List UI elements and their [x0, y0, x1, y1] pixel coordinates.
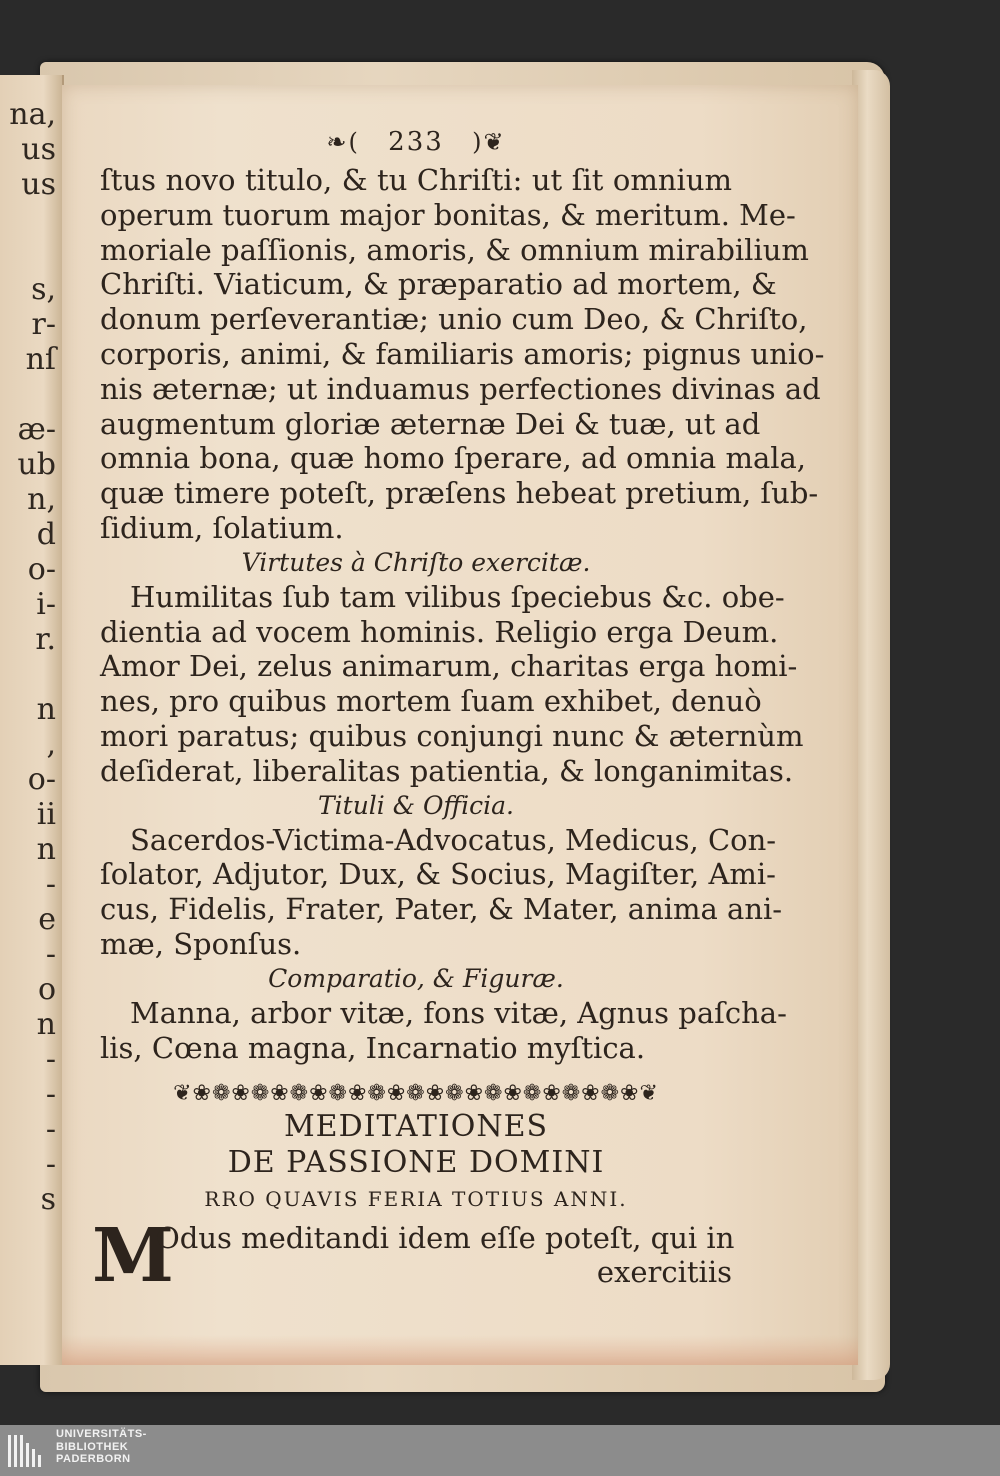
paragraph-4	[100, 995, 787, 1066]
left-page-fragment: d	[36, 517, 56, 552]
left-page-fragment: -	[45, 867, 56, 902]
text-line: nes, pro quibus mortem ſuam exhibet, denuò	[100, 684, 762, 719]
header-ornament-left: ❧(	[326, 128, 360, 156]
left-page-fragment: na,	[9, 97, 56, 132]
left-page-fragment: n	[36, 832, 56, 867]
left-page-fragment: -	[45, 1147, 56, 1182]
left-page-fragment: s	[40, 1182, 56, 1217]
left-page-fragment: i-	[36, 587, 56, 622]
page-text	[92, 127, 825, 1301]
subheading-comparatio: Comparatio, & Figuræ.	[268, 963, 564, 993]
subheading-tituli: Tituli & Officia.	[317, 790, 514, 820]
left-page-fragment: o-	[27, 552, 56, 587]
left-page-sliver	[0, 75, 64, 1365]
paragraph-1	[100, 163, 825, 546]
paragraph-3	[100, 822, 783, 962]
section-caption: RRO QUAVIS FERIA TOTIUS ANNI.	[204, 1187, 628, 1212]
text-line: lis, Cœna magna, Incarnatio myſtica.	[100, 1030, 646, 1065]
left-page-fragment: -	[45, 1112, 56, 1147]
text-line: Odus meditandi idem eſſe poteſt, qui in	[156, 1221, 735, 1256]
paragraph-2	[100, 579, 804, 789]
text-line: moriale paſſionis, amoris, & omnium mirabilium	[100, 232, 809, 267]
library-name-line: BIBLIOTHEK	[56, 1440, 129, 1453]
text-line: Humilitas ſub tam vilibus ſpeciebus &c. obe-	[130, 579, 785, 614]
left-page-fragment: -	[45, 937, 56, 972]
left-page-fragment: us	[21, 132, 56, 167]
page-edge-stain	[62, 1335, 858, 1365]
left-page-fragment: n	[36, 1007, 56, 1042]
subheading-virtutes: Virtutes à Chriſto exercitæ.	[241, 547, 591, 577]
book-page	[62, 85, 858, 1365]
header-ornament-right: )❦	[472, 128, 506, 156]
text-line: ſtus novo titulo, & tu Chriſti: ut ſit omnium	[100, 163, 732, 197]
text-line: Sacerdos-Victima-Advocatus, Medicus, Con-	[130, 822, 777, 857]
library-name-line: UNIVERSITÄTS-	[56, 1428, 147, 1440]
library-name-line: PADERBORN	[56, 1453, 131, 1465]
left-page-fragment: o	[37, 972, 56, 1007]
left-page-fragment: s,	[31, 272, 56, 307]
text-line: Chriſti. Viaticum, & præparatio ad mortem, &	[100, 267, 777, 302]
library-logo-icon	[4, 1429, 48, 1473]
text-line: nis æternæ; ut induamus perfectiones divinas ad	[100, 371, 821, 406]
text-line: corporis, animi, & familiaris amoris; pignus unio-	[100, 336, 825, 371]
left-page-fragment: us	[21, 167, 56, 202]
left-page-fragment: -	[45, 1042, 56, 1077]
text-line: deſiderat, liberalitas patientia, & longanimitas.	[100, 753, 794, 788]
final-paragraph	[92, 1213, 735, 1301]
text-line: Manna, arbor vitæ, fons vitæ, Agnus paſcha-	[130, 995, 787, 1030]
page-number: 233	[388, 127, 444, 157]
text-line: ſolator, Adjutor, Dux, & Socius, Magiſter, Ami-	[100, 857, 776, 892]
catchword: exercitiis	[596, 1255, 732, 1290]
left-page-fragment: ub	[17, 447, 56, 482]
left-page-fragment: e	[38, 902, 56, 937]
left-page-fragment: ii	[36, 797, 56, 832]
left-page-fragment: n,	[27, 482, 56, 517]
text-line: mæ, Sponſus.	[100, 926, 302, 961]
text-line: operum tuorum major bonitas, & meritum. Me-	[100, 197, 796, 232]
text-line: augmentum gloriæ æternæ Dei & tuæ, ut ad	[100, 406, 761, 441]
left-page-fragment: nſ	[25, 342, 56, 377]
section-title: MEDITATIONES	[283, 1109, 549, 1145]
left-page-fragment: n	[36, 692, 56, 727]
left-page-fragment: -	[45, 1077, 56, 1112]
page-header	[100, 127, 732, 157]
library-name	[56, 1428, 147, 1466]
text-line: dientia ad vocem hominis. Religio erga Deum.	[100, 614, 779, 649]
text-line: mori paratus; quibus conjungi nunc & æternùm	[100, 718, 804, 753]
text-line: omnia bona, quæ homo ſperare, ad omnia mala,	[100, 441, 807, 476]
left-page-fragment: r-	[31, 307, 56, 342]
text-line: quæ timere poteſt, præſens hebeat pretium, ſub-	[100, 476, 819, 511]
left-page-fragment: o-	[27, 762, 56, 797]
text-line: ſidium, ſolatium.	[100, 510, 344, 545]
ornamental-divider: ❦❀❁❀❁❀❁❀❁❀❁❀❁❀❁❀❁❀❁❀❁❀❁❀❦	[173, 1081, 659, 1107]
text-line: cus, Fidelis, Frater, Pater, & Mater, anima ani-	[100, 892, 783, 927]
library-footer	[0, 1425, 1000, 1476]
section-subtitle: DE PASSIONE DOMINI	[227, 1145, 605, 1181]
drop-cap: M	[92, 1213, 174, 1300]
left-page-fragment: æ-	[17, 412, 56, 447]
text-line: donum perſeverantiæ; unio cum Deo, & Chriſto,	[100, 302, 808, 337]
left-page-fragment: ,	[46, 727, 56, 762]
text-line: Amor Dei, zelus animarum, charitas erga homi-	[100, 649, 798, 684]
left-page-fragment: r.	[35, 622, 56, 657]
